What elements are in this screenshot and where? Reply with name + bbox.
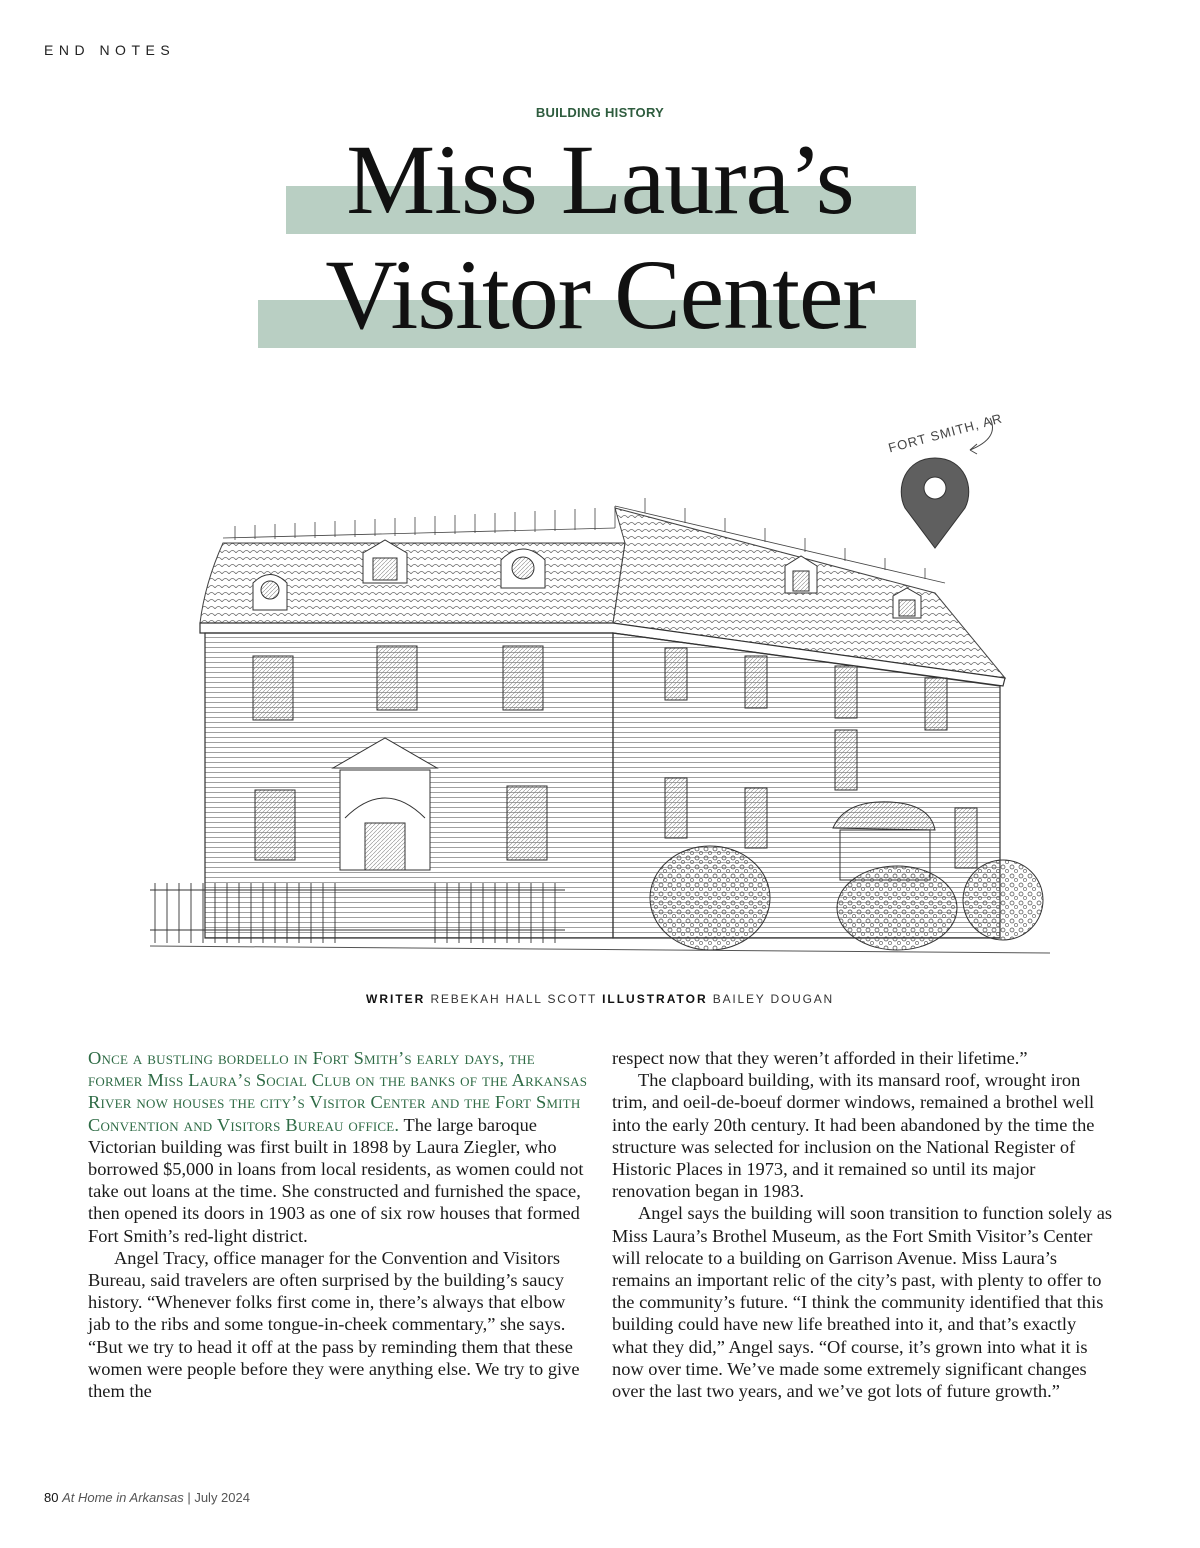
title-line-2: Visitor Center	[325, 239, 875, 350]
article-title	[0, 0, 1200, 380]
paragraph-4: Angel says the building will soon transition to function solely as Miss Laura’s Brothel Museum, as the Fort Smith Visitor’s Center will relocate to a building on Garrison Avenue. Miss Laura’s remains an important relic of the city’s past, with plenty to offer to the community’s future. “I think the community identified that this building could have new life breathed into it, and that’s exactly what they did,” Angel says. “Of course, it’s grown into what it is now over time. We’ve made some extremely significant changes over the last two years, and we’ve got lots of future growth.”	[612, 1203, 1113, 1402]
paragraph-1-body: The large baroque Victorian building was first built in 1898 by Laura Ziegler, who borrowed $5,000 in loans from local residents, as women could not take out loans at the time. She constructed and furnished the space, then opened its doors in 1903 as one of six row houses that formed Fort Smith’s red-light district.	[88, 1114, 584, 1246]
map-pin-icon	[901, 458, 969, 548]
paragraph-2-continued: respect now that they weren’t afforded in their lifetime.”	[612, 1048, 1028, 1068]
paragraph-1	[88, 1047, 588, 1247]
illustrator-name: BAILEY DOUGAN	[712, 992, 834, 1006]
article-kicker: BUILDING HISTORY	[535, 105, 665, 120]
building-illustration	[145, 378, 1060, 968]
page-number: 80	[44, 1490, 59, 1505]
page-footer	[44, 1490, 250, 1505]
illustrator-label: ILLUSTRATOR	[602, 992, 708, 1006]
writer-name: REBEKAH HALL SCOTT	[430, 992, 597, 1006]
title-line-1: Miss Laura’s	[346, 124, 854, 235]
paragraph-2: Angel Tracy, office manager for the Convention and Visitors Bureau, said travelers are often surprised by the building’s saucy history. “Whenever folks first come in, there’s always that elbow jab to the ribs and some tongue-in-cheek commentary,” she says. “But we try to head it off at the pass by reminding them that these women were people before they were anything else. We try to give them the	[88, 1247, 580, 1402]
footer-separator: |	[183, 1490, 195, 1505]
body-column-right	[612, 1047, 1114, 1402]
pin-label: FORT SMITH, AR	[886, 410, 1005, 456]
issue-date: July 2024	[194, 1490, 250, 1505]
writer-label: WRITER	[366, 992, 426, 1006]
article-credits	[0, 992, 1200, 1006]
section-label: END NOTES	[44, 42, 176, 58]
publication-name: At Home in Arkansas	[62, 1490, 184, 1505]
paragraph-3: The clapboard building, with its mansard roof, wrought iron trim, and oeil-de-boeuf dormer windows, remained a brothel well into the early 20th century. It had been abandoned by the time the structure was selected for inclusion on the National Register of Historic Places in 1973, and it remained so until its major renovation began in 1983.	[612, 1070, 1095, 1202]
body-column-left	[88, 1047, 588, 1402]
lead-in: Once a bustling bordello in Fort Smith’s early days, the former Miss Laura’s Social Club on the banks of the Arkansas River now houses the city’s Visitor Center and the Fort Smith Convention and Visitors Bureau office.	[88, 1048, 588, 1135]
